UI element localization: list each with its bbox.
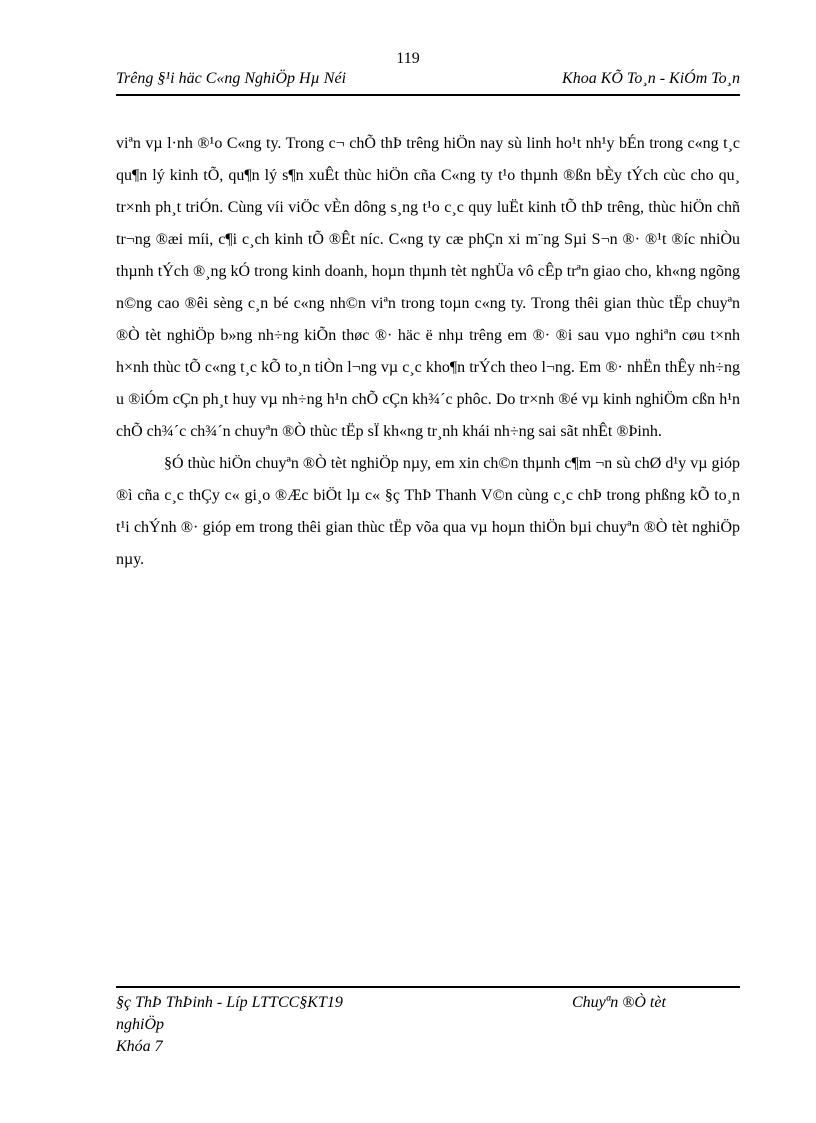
footer-course: Khóa 7: [116, 1038, 163, 1055]
footer-report-title-cont: nghiÖp: [116, 1016, 164, 1033]
header-university: Trêng §¹i häc C«ng NghiÖp Hµ Néi: [116, 70, 347, 87]
footer-author: §ç ThÞ ThÞinh - Líp LTTCC§KT19: [116, 994, 343, 1011]
body-text: [116, 128, 740, 576]
paragraph-1: viªn vµ l·nh ®¹o C«ng ty. Trong c¬ chÕ thÞ trêng hiÖn nay sù linh ho¹t nh¹y bÉn trong c«ng t¸c qu¶n lý kinh tÕ, qu¶n lý s¶n xuÊt thùc hiÖn cña C«ng ty t¹o thµnh ®ßn bÈy tÝch cùc cho qu¸ tr×nh ph¸t triÓn. Cùng víi viÖc vÈn dông s¸ng t¹o c¸c quy luËt kinh tÕ thÞ trêng, thùc hiÖn chñ tr¬ng ®æi míi, c¶i c¸ch kinh tÕ ®Êt níc. C«ng ty cæ phÇn xi m¨ng Sµi S¬n ®· ®¹t ®íc nhiÒu thµnh tÝch ®¸ng kÓ trong kinh doanh, hoµn thµnh tèt nghÜa vô cÊp trªn giao cho, kh«ng ngõng n©ng cao ®êi sèng c¸n bé c«ng nh©n viªn trong toµn c«ng ty. Trong thêi gian thùc tËp chuyªn ®Ò tèt nghiÖp b»ng nh÷ng kiÕn thøc ®· häc ë nhµ trêng em ®· ®i sau vµo nghiªn cøu t×nh h×nh thùc tÕ c«ng t¸c kÕ to¸n tiÒn l¬ng vµ c¸c kho¶n trÝch theo l¬ng. Em ®· nhËn thÊy nh÷ng u ®iÓm cÇn ph¸t huy vµ nh÷ng h¹n chÕ cÇn kh¾´c phôc. Do tr×nh ®é vµ kinh nghiÖm cßn h¹n chÕ ch¾´c ch¾´n chuyªn ®Ò thùc tËp sÏ kh«ng tr¸nh khái nh÷ng sai sãt nhÊt ®Þinh.: [116, 135, 740, 440]
page-footer: [116, 986, 740, 1058]
header-faculty: Khoa KÕ To¸n - KiÓm To¸n: [562, 70, 740, 87]
paragraph-2: §Ó thùc hiÖn chuyªn ®Ò tèt nghiÖp nµy, em xin ch©n thµnh c¶m ¬n sù chØ d¹y vµ gióp ®ì cña c¸c thÇy c« gi¸o ®Æc biÖt lµ c« §ç ThÞ Thanh V©n cùng c¸c chÞ trong phßng kÕ to¸n t¹i chÝnh ®· gióp em trong thêi gian thùc tËp võa qua vµ hoµn thiÖn bµi chuyªn ®Ò tèt nghiÖp nµy.: [116, 455, 740, 568]
page-number: 119: [396, 50, 420, 67]
page-header: [116, 70, 740, 96]
footer-report-title: Chuyªn ®Ò tèt: [572, 994, 666, 1011]
